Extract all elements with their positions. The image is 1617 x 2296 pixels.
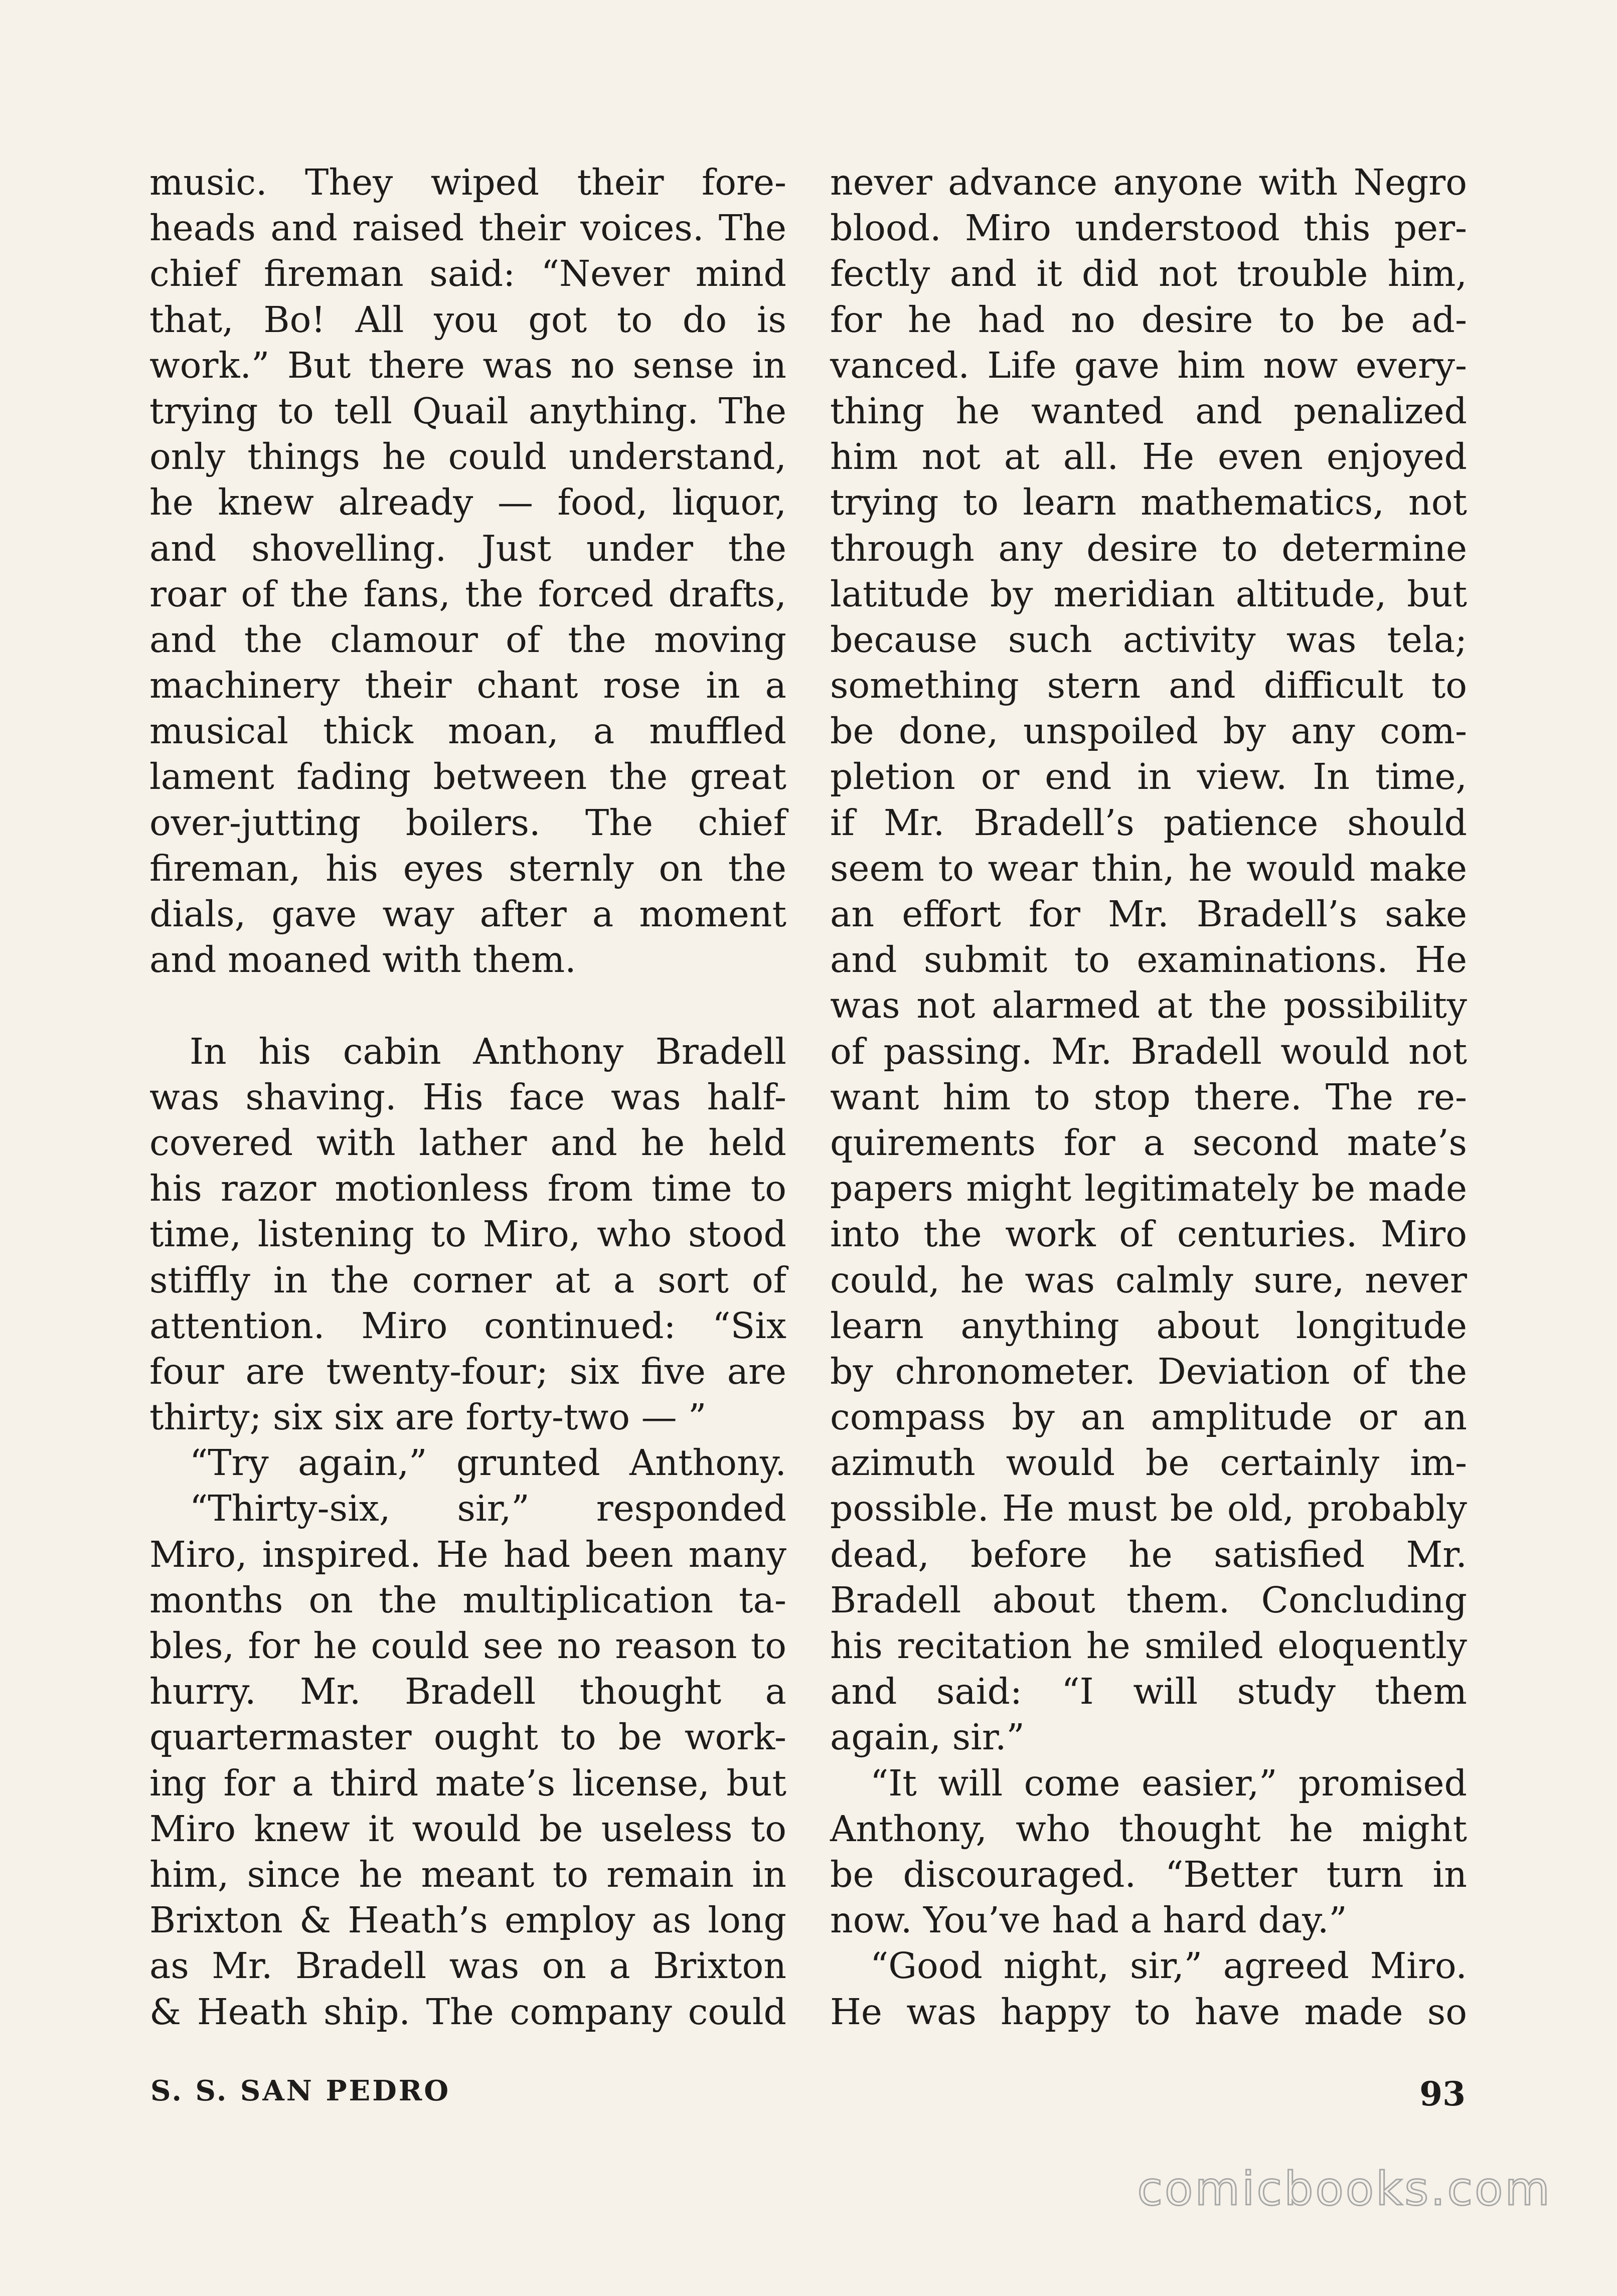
paragraph-gap (149, 982, 786, 1028)
text-line: for he had no desire to be ad- (830, 298, 1467, 341)
text-line: Brixton & Heath’s employ as long (149, 1899, 786, 1941)
text-line: could, he was calmly sure, never (830, 1259, 1467, 1301)
text-line: lament fading between the great (149, 756, 786, 798)
text-line: if Mr. Bradell’s patience should (830, 801, 1467, 844)
text-line: blood. Miro understood this per- (830, 207, 1467, 249)
text-line: bles, for he could see no reason to (149, 1625, 786, 1667)
text-line: by chronometer. Deviation of the (830, 1350, 1467, 1392)
text-line: stiffly in the corner at a sort of (149, 1259, 786, 1301)
text-line: was shaving. His face was half- (149, 1076, 786, 1118)
text-line: “Thirty-six, sir,” responded (190, 1488, 786, 1530)
page-number: 93 (1419, 2074, 1466, 2113)
text-line: and the clamour of the moving (149, 618, 786, 661)
text-line: musical thick moan, a muffled (149, 710, 786, 752)
text-line: be done, unspoiled by any com- (830, 710, 1467, 752)
text-line: heads and raised their voices. The (149, 207, 786, 249)
text-line: again, sir.” (830, 1716, 1025, 1758)
text-line: quirements for a second mate’s (830, 1121, 1467, 1164)
text-column-left (149, 159, 786, 2035)
text-line: trying to tell Quail anything. The (149, 390, 786, 432)
text-line: “Good night, sir,” agreed Miro. (870, 1945, 1467, 1987)
text-line: hurry. Mr. Bradell thought a (149, 1671, 786, 1713)
text-line: seem to wear thin, he would make (830, 847, 1467, 889)
text-line: azimuth would be certainly im- (830, 1442, 1467, 1484)
text-line: dead, before he satisfied Mr. (830, 1533, 1467, 1575)
text-line: him, since he meant to remain in (149, 1853, 786, 1895)
text-line: only things he could understand, (149, 436, 786, 478)
text-line: possible. He must be old, probably (830, 1488, 1467, 1530)
site-watermark: comicbooks.com (1137, 2162, 1552, 2216)
text-line: now. You’ve had a hard day.” (830, 1899, 1347, 1941)
text-line: months on the multiplication ta- (149, 1579, 786, 1621)
text-line: papers might legitimately be made (830, 1168, 1467, 1210)
text-line: time, listening to Miro, who stood (149, 1213, 786, 1255)
text-line: he knew already — food, liquor, (149, 481, 786, 524)
text-line: his recitation he smiled eloquently (830, 1625, 1467, 1667)
text-line: something stern and difficult to (830, 665, 1467, 707)
text-line: learn anything about longitude (830, 1304, 1467, 1347)
text-line: thirty; six six are forty-two — ” (149, 1396, 707, 1438)
text-line: was not alarmed at the possibility (830, 985, 1467, 1027)
text-line: trying to learn mathematics, not (830, 481, 1467, 524)
text-line: an effort for Mr. Bradell’s sake (830, 893, 1467, 935)
text-line: into the work of centuries. Miro (830, 1213, 1467, 1255)
text-line: He was happy to have made so (830, 1991, 1467, 2033)
text-line: and moaned with them. (149, 939, 576, 981)
text-line: as Mr. Bradell was on a Brixton (149, 1945, 786, 1987)
text-line: be discouraged. “Better turn in (830, 1853, 1467, 1895)
text-line: Bradell about them. Concluding (830, 1579, 1467, 1621)
text-line: and submit to examinations. He (830, 939, 1467, 981)
text-line: because such activity was tela; (830, 618, 1467, 661)
text-line: through any desire to determine (830, 527, 1467, 569)
text-line: pletion or end in view. In time, (830, 756, 1467, 798)
text-column-right (830, 159, 1467, 2035)
text-line: music. They wiped their fore- (149, 161, 786, 203)
text-line: work.” But there was no sense in (149, 344, 786, 386)
text-line: never advance anyone with Negro (830, 161, 1467, 203)
text-line: his razor motionless from time to (149, 1168, 786, 1210)
text-line: In his cabin Anthony Bradell (190, 1030, 786, 1072)
text-line: Miro knew it would be useless to (149, 1808, 786, 1850)
text-line: dials, gave way after a moment (149, 893, 786, 935)
text-line: attention. Miro continued: “Six (149, 1304, 786, 1347)
text-line: machinery their chant rose in a (149, 665, 786, 707)
text-line: want him to stop there. The re- (830, 1076, 1467, 1118)
text-line: and said: “I will study them (830, 1671, 1467, 1713)
running-title: S. S. SAN PEDRO (150, 2074, 451, 2107)
text-line: fectly and it did not trouble him, (830, 253, 1467, 295)
text-line: vanced. Life gave him now every- (830, 344, 1467, 386)
text-line: “Try again,” grunted Anthony. (190, 1442, 786, 1484)
text-line: & Heath ship. The company could (149, 1991, 786, 2033)
text-line: compass by an amplitude or an (830, 1396, 1467, 1438)
text-line: thing he wanted and penalized (830, 390, 1467, 432)
text-line: covered with lather and he held (149, 1121, 786, 1164)
text-line: and shovelling. Just under the (149, 527, 786, 569)
text-line: Anthony, who thought he might (830, 1808, 1467, 1850)
text-line: of passing. Mr. Bradell would not (830, 1030, 1467, 1072)
text-line: latitude by meridian altitude, but (830, 573, 1467, 615)
text-line: roar of the fans, the forced drafts, (149, 573, 786, 615)
text-line: ing for a third mate’s license, but (149, 1762, 786, 1804)
text-line: chief fireman said: “Never mind (149, 253, 786, 295)
text-line: that, Bo! All you got to do is (149, 298, 786, 341)
text-line: fireman, his eyes sternly on the (149, 847, 786, 889)
text-line: him not at all. He even enjoyed (830, 436, 1467, 478)
text-line: over-jutting boilers. The chief (149, 801, 786, 844)
text-line: four are twenty-four; six five are (149, 1350, 786, 1392)
text-line: Miro, inspired. He had been many (149, 1533, 786, 1575)
text-line: “It will come easier,” promised (870, 1762, 1467, 1804)
text-line: quartermaster ought to be work- (149, 1716, 786, 1758)
